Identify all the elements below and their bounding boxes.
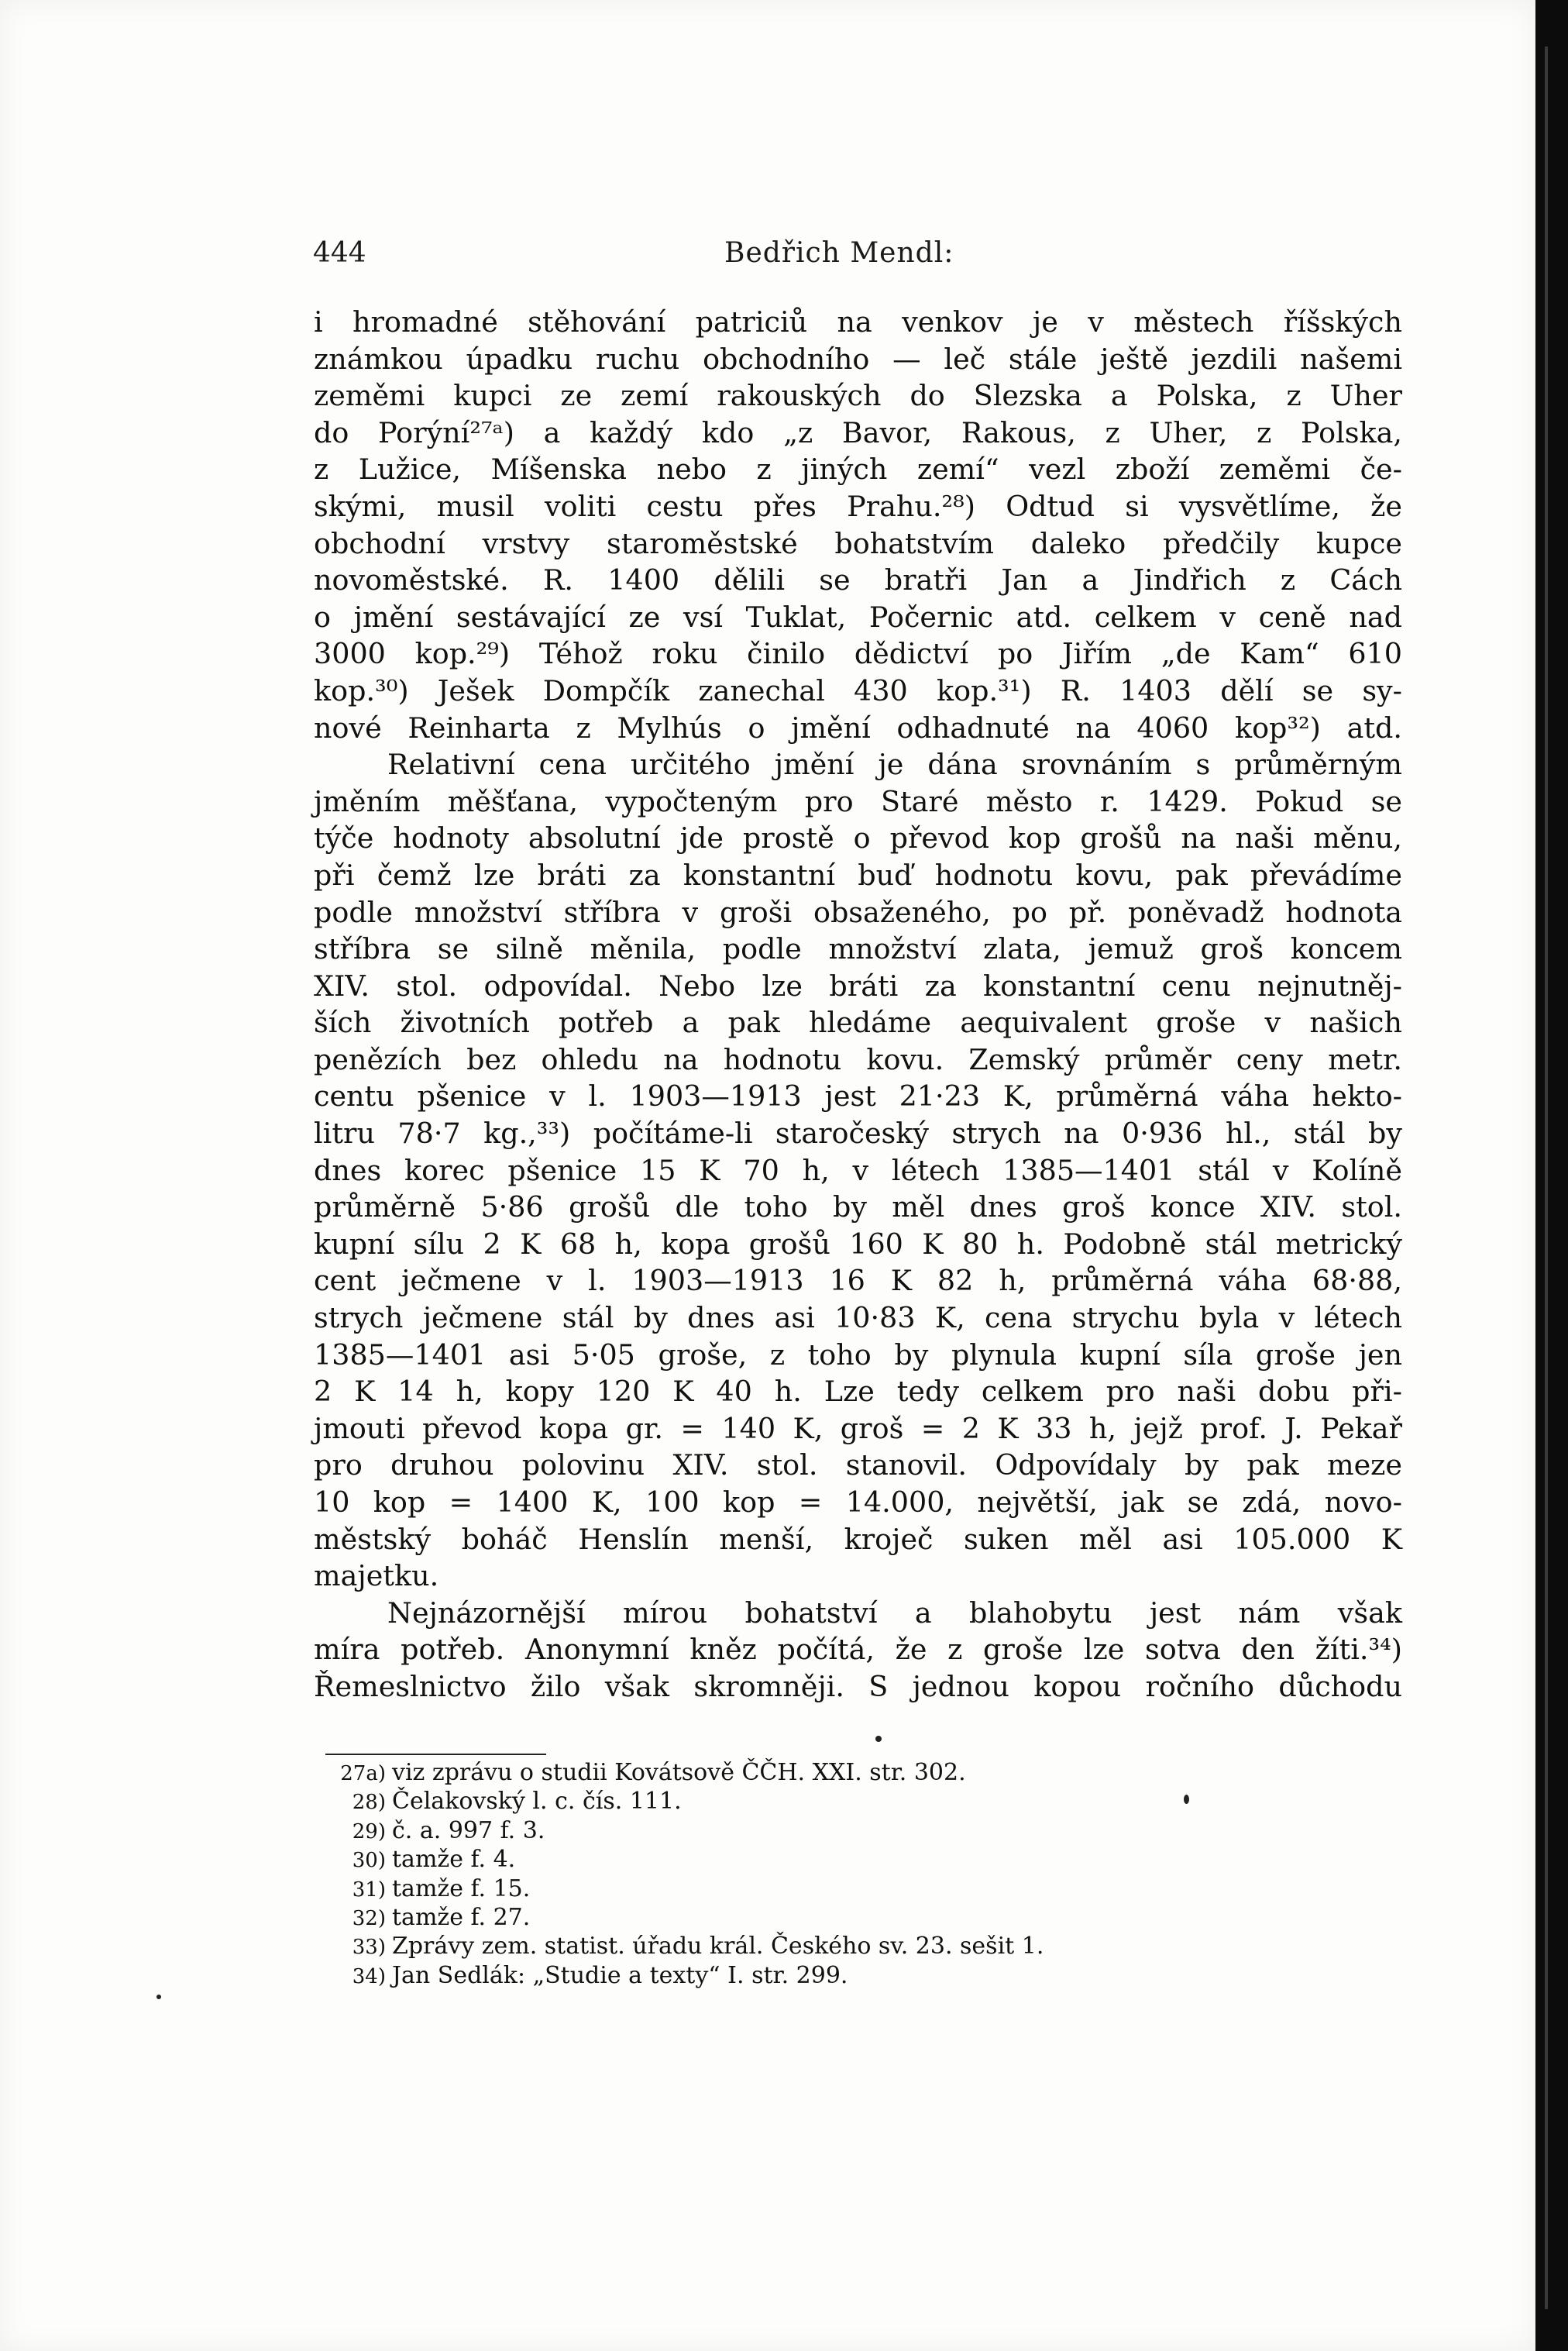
text-line: týče hodnoty absolutní jde prostě o převod kop grošů na naši měnu,	[314, 821, 1402, 855]
text-line: ších životních potřeb a pak hledáme aequivalent groše v našich	[314, 1006, 1402, 1040]
text-line: pro druhou polovinu XIV. stol. stanovil. Odpovídaly by pak meze	[314, 1448, 1402, 1482]
footnote-text: Zprávy zem. statist. úřadu král. Českého sv. 23. sešit 1.	[392, 1933, 1044, 1960]
footnote	[325, 1759, 1332, 1788]
text-line: XIV. stol. odpovídal. Nebo lze bráti za konstantní cenu nejnutněj-	[314, 969, 1402, 1003]
text-line: do Porýní²⁷ᵃ) a každý kdo „z Bavor, Rakous, z Uher, z Polska,	[314, 415, 1402, 449]
footnote-divider	[325, 1754, 546, 1755]
text-line: penězích bez ohledu na hodnotu kovu. Zemský průměr ceny metr.	[314, 1042, 1402, 1076]
text-line: stříbra se silně měnila, podle množství zlata, jemuž groš koncem	[314, 932, 1402, 966]
text-line: kupní sílu 2 K 68 h, kopa grošů 160 K 80 h. Podobně stál metrický	[314, 1227, 1402, 1261]
ink-speck	[1184, 1795, 1189, 1804]
text-line: cent ječmene v l. 1903—1913 16 K 82 h, průměrná váha 68·88,	[314, 1264, 1402, 1298]
footnote-mark: 30)	[352, 1849, 386, 1873]
text-line: jmouti převod kopa gr. = 140 K, groš = 2 K 33 h, jejž prof. J. Pekař	[314, 1411, 1402, 1445]
text-line: městský boháč Henslín menší, kroječ suken měl asi 105.000 K	[314, 1522, 1402, 1556]
footnote-mark: 33)	[352, 1936, 386, 1960]
footnote-mark: 27a)	[340, 1762, 386, 1785]
footnote	[325, 1817, 1332, 1846]
footnote	[325, 1904, 1332, 1933]
footnotes	[325, 1759, 1332, 1991]
text-line: nové Reinharta z Mylhús o jmění odhadnuté na 4060 kop³²) atd.	[314, 711, 1402, 745]
footnote-mark: 28)	[352, 1791, 386, 1815]
footnote-mark: 29)	[352, 1819, 386, 1843]
text-line: dnes korec pšenice 15 K 70 h, v létech 1385—1401 stál v Kolíně	[314, 1153, 1402, 1187]
text-line: jměním měšťana, vypočteným pro Staré město r. 1429. Pokud se	[314, 784, 1402, 818]
footnote-text: tamže f. 15.	[392, 1874, 531, 1902]
text-line: 1385—1401 asi 5·05 groše, z toho by plynula kupní síla groše jen	[314, 1337, 1402, 1372]
text-line: míra potřeb. Anonymní kněz počítá, že z groše lze sotva den žíti.³⁴)	[314, 1633, 1402, 1667]
text-line: Řemeslnictvo žilo však skromněji. S jednou kopou ročního důchodu	[314, 1669, 1402, 1703]
text-line: strych ječmene stál by dnes asi 10·83 K, cena strychu byla v létech	[314, 1301, 1402, 1335]
text-line: známkou úpadku ruchu obchodního — leč stále ještě jezdili našemi	[314, 342, 1402, 376]
footnote-text: tamže f. 27.	[392, 1904, 531, 1932]
footnote	[325, 1933, 1332, 1961]
text-line: podle množství stříbra v groši obsaženého, po př. poněvadž hodnota	[314, 895, 1402, 929]
text-line: při čemž lze bráti za konstantní buď hodnotu kovu, pak převádíme	[314, 858, 1402, 892]
footnote-mark: 31)	[352, 1878, 386, 1902]
text-line: centu pšenice v l. 1903—1913 jest 21·23 K, průměrná váha hekto-	[314, 1079, 1402, 1114]
running-head: Bedřich Mendl:	[724, 237, 954, 269]
footnote	[325, 1788, 1332, 1816]
text-line: Nejnázornější mírou bohatství a blahobytu jest nám však	[387, 1595, 1402, 1630]
footnote-mark: 34)	[352, 1964, 386, 1988]
text-line: litru 78·7 kg.,³³) počítáme-li staročeský strych na 0·936 hl., stál by	[314, 1117, 1402, 1151]
text-line: kop.³⁰) Ješek Dompčík zanechal 430 kop.³¹) R. 1403 dělí se sy-	[314, 673, 1402, 707]
footnote-mark: 32)	[352, 1907, 386, 1931]
paragraph-1	[314, 304, 1402, 746]
text-line: novoměstské. R. 1400 dělili se bratři Jan a Jindřich z Cách	[314, 563, 1402, 597]
footnote-text: Čelakovský l. c. čís. 111.	[392, 1788, 682, 1816]
footnote	[325, 1962, 1332, 1991]
footnote-text: Jan Sedlák: „Studie a texty“ I. str. 299.	[392, 1961, 848, 1989]
text-line: 10 kop = 1400 K, 100 kop = 14.000, největší, jak se zdá, novo-	[314, 1485, 1402, 1519]
ink-speck	[875, 1736, 882, 1742]
text-line: 3000 kop.²⁹) Téhož roku činilo dědictví po Jiřím „de Kam“ 610	[314, 637, 1402, 671]
footnote	[325, 1846, 1332, 1874]
footnote-text: viz zprávu o studii Kovátsově ČČH. XXI. str. 302.	[392, 1759, 966, 1786]
text-line: obchodní vrstvy staroměstské bohatstvím daleko předčily kupce	[314, 526, 1402, 560]
body-text	[314, 304, 1402, 1706]
text-line: i hromadné stěhování patriciů na venkov je v městech říšských	[314, 305, 1402, 339]
text-line: průměrně 5·86 grošů dle toho by měl dnes groš konce XIV. stol.	[314, 1190, 1402, 1224]
page-number: 444	[313, 237, 366, 269]
text-line: o jmění sestávající ze vsí Tuklat, Počernic atd. celkem v ceně nad	[314, 600, 1402, 634]
text-line: zeměmi kupci ze zemí rakouských do Slezska a Polska, z Uher	[314, 379, 1402, 413]
footnote-text: tamže f. 4.	[392, 1846, 516, 1874]
text-line: skými, musil voliti cestu přes Prahu.²⁸) Odtud si vysvětlíme, že	[314, 489, 1402, 523]
text-line: 2 K 14 h, kopy 120 K 40 h. Lze tedy celkem pro naši dobu při-	[314, 1375, 1402, 1409]
text-line: Relativní cena určitého jmění je dána srovnáním s průměrným	[387, 748, 1402, 782]
ink-speck	[156, 1995, 161, 1999]
text-line: z Lužice, Míšenska nebo z jiných zemí“ vezl zboží zeměmi če-	[314, 453, 1402, 487]
scan-edge-line	[1545, 46, 1548, 2309]
paragraph-2	[314, 746, 1402, 1595]
text-line: majetku.	[314, 1559, 439, 1593]
footnote-text: č. a. 997 f. 3.	[392, 1816, 545, 1844]
paragraph-3	[314, 1595, 1402, 1706]
scan-edge	[1535, 0, 1568, 2351]
footnote	[325, 1875, 1332, 1904]
